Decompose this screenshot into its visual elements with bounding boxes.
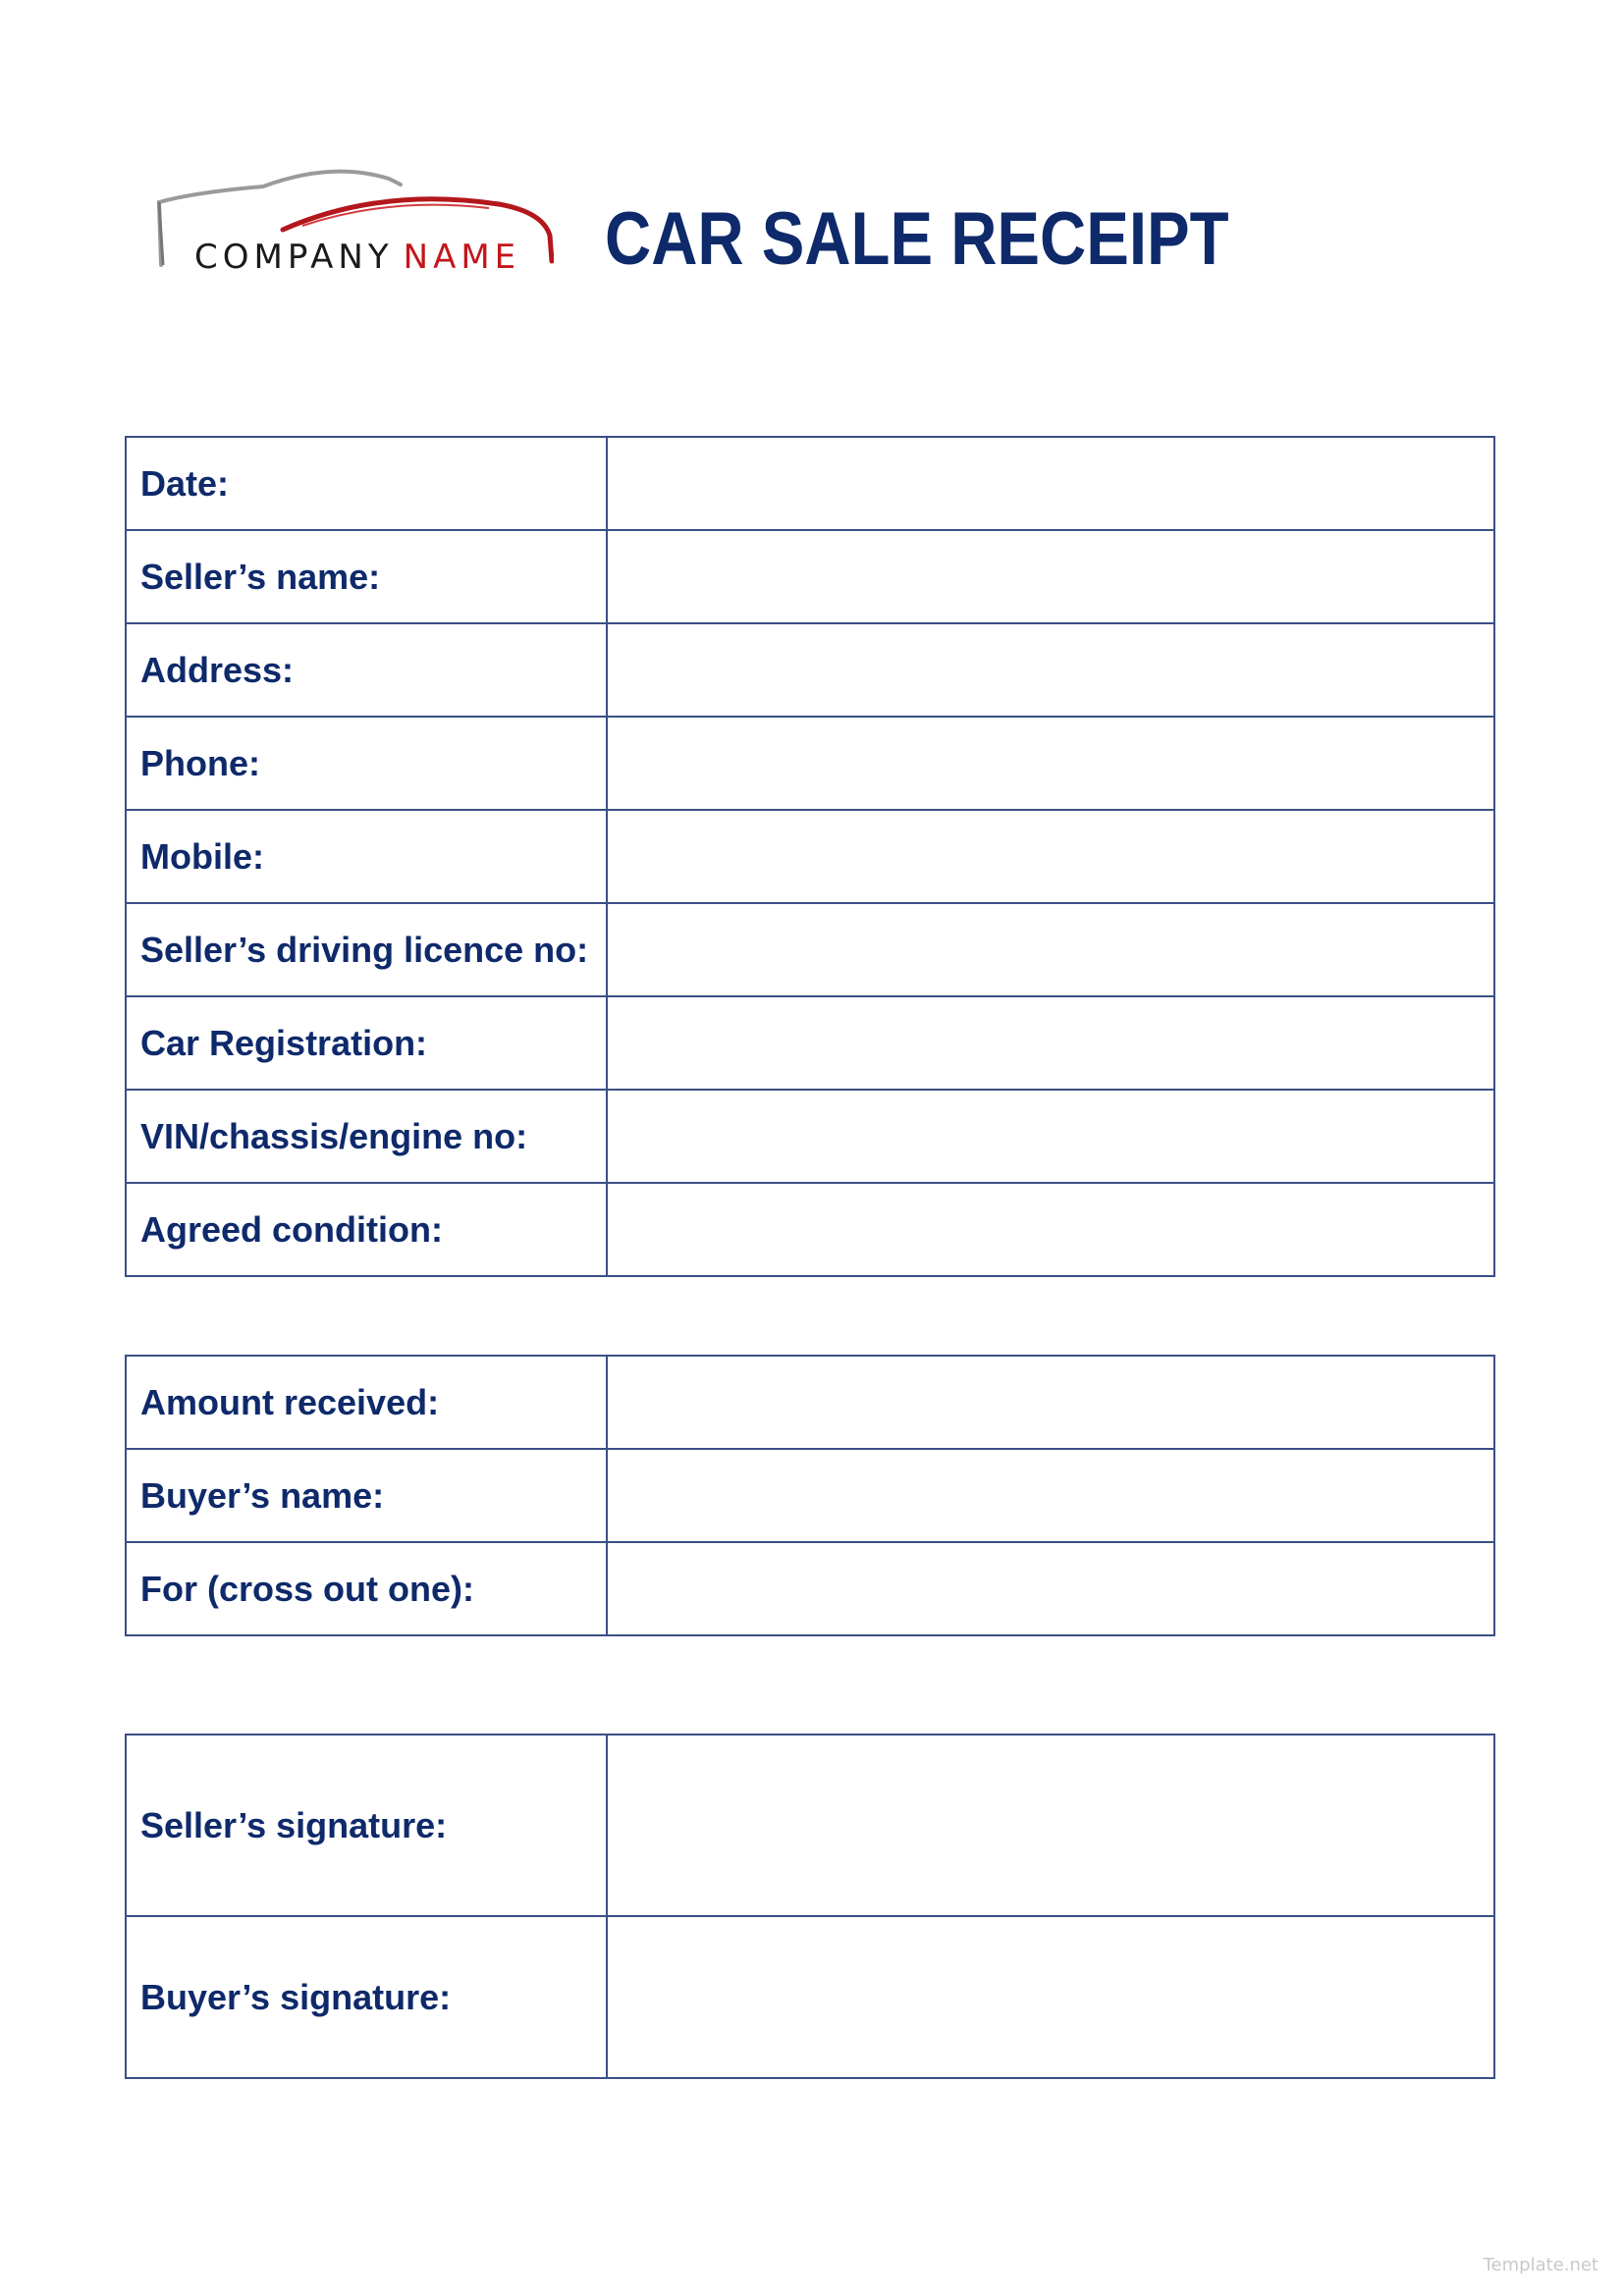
field-label-condition: Agreed condition: (126, 1183, 607, 1276)
field-label-mobile: Mobile: (126, 810, 607, 903)
field-value-seller-name[interactable] (607, 530, 1494, 623)
payment-details-table (125, 1355, 1495, 1636)
field-value-seller-signature[interactable] (607, 1735, 1494, 1916)
field-value-date[interactable] (607, 437, 1494, 530)
field-value-registration[interactable] (607, 996, 1494, 1090)
field-label-date: Date: (126, 437, 607, 530)
field-value-condition[interactable] (607, 1183, 1494, 1276)
form-row-amount (126, 1356, 1494, 1449)
seller-vehicle-details-table (125, 436, 1495, 1277)
field-label-registration: Car Registration: (126, 996, 607, 1090)
field-label-address: Address: (126, 623, 607, 717)
watermark: Template.net (1483, 2255, 1598, 2275)
form-row-buyer-name (126, 1449, 1494, 1542)
form-row-registration (126, 996, 1494, 1090)
field-label-seller-signature: Seller’s signature: (126, 1735, 607, 1916)
field-value-mobile[interactable] (607, 810, 1494, 903)
field-value-for[interactable] (607, 1542, 1494, 1635)
form-row-address (126, 623, 1494, 717)
form-row-for (126, 1542, 1494, 1635)
field-label-buyer-signature: Buyer’s signature: (126, 1916, 607, 2078)
field-label-amount: Amount received: (126, 1356, 607, 1449)
form-row-seller-name (126, 530, 1494, 623)
field-value-vin[interactable] (607, 1090, 1494, 1183)
field-label-buyer-name: Buyer’s name: (126, 1449, 607, 1542)
field-label-vin: VIN/chassis/engine no: (126, 1090, 607, 1183)
field-label-phone: Phone: (126, 717, 607, 810)
form-row-phone (126, 717, 1494, 810)
form-row-vin (126, 1090, 1494, 1183)
company-logo (155, 167, 554, 285)
field-value-licence[interactable] (607, 903, 1494, 996)
company-name-part2: NAME (403, 238, 521, 277)
field-label-for: For (cross out one): (126, 1542, 607, 1635)
page-title: CAR SALE RECEIPT (605, 197, 1229, 281)
form-row-date (126, 437, 1494, 530)
form-row-condition (126, 1183, 1494, 1276)
form-row-seller-signature (126, 1735, 1494, 1916)
field-value-address[interactable] (607, 623, 1494, 717)
company-name-part1: COMPANY (194, 238, 394, 277)
form-row-mobile (126, 810, 1494, 903)
company-name (194, 238, 520, 277)
form-row-buyer-signature (126, 1916, 1494, 2078)
field-value-buyer-name[interactable] (607, 1449, 1494, 1542)
field-label-licence: Seller’s driving licence no: (126, 903, 607, 996)
form-row-licence (126, 903, 1494, 996)
signatures-table (125, 1734, 1495, 2079)
field-value-amount[interactable] (607, 1356, 1494, 1449)
field-label-seller-name: Seller’s name: (126, 530, 607, 623)
field-value-phone[interactable] (607, 717, 1494, 810)
field-value-buyer-signature[interactable] (607, 1916, 1494, 2078)
